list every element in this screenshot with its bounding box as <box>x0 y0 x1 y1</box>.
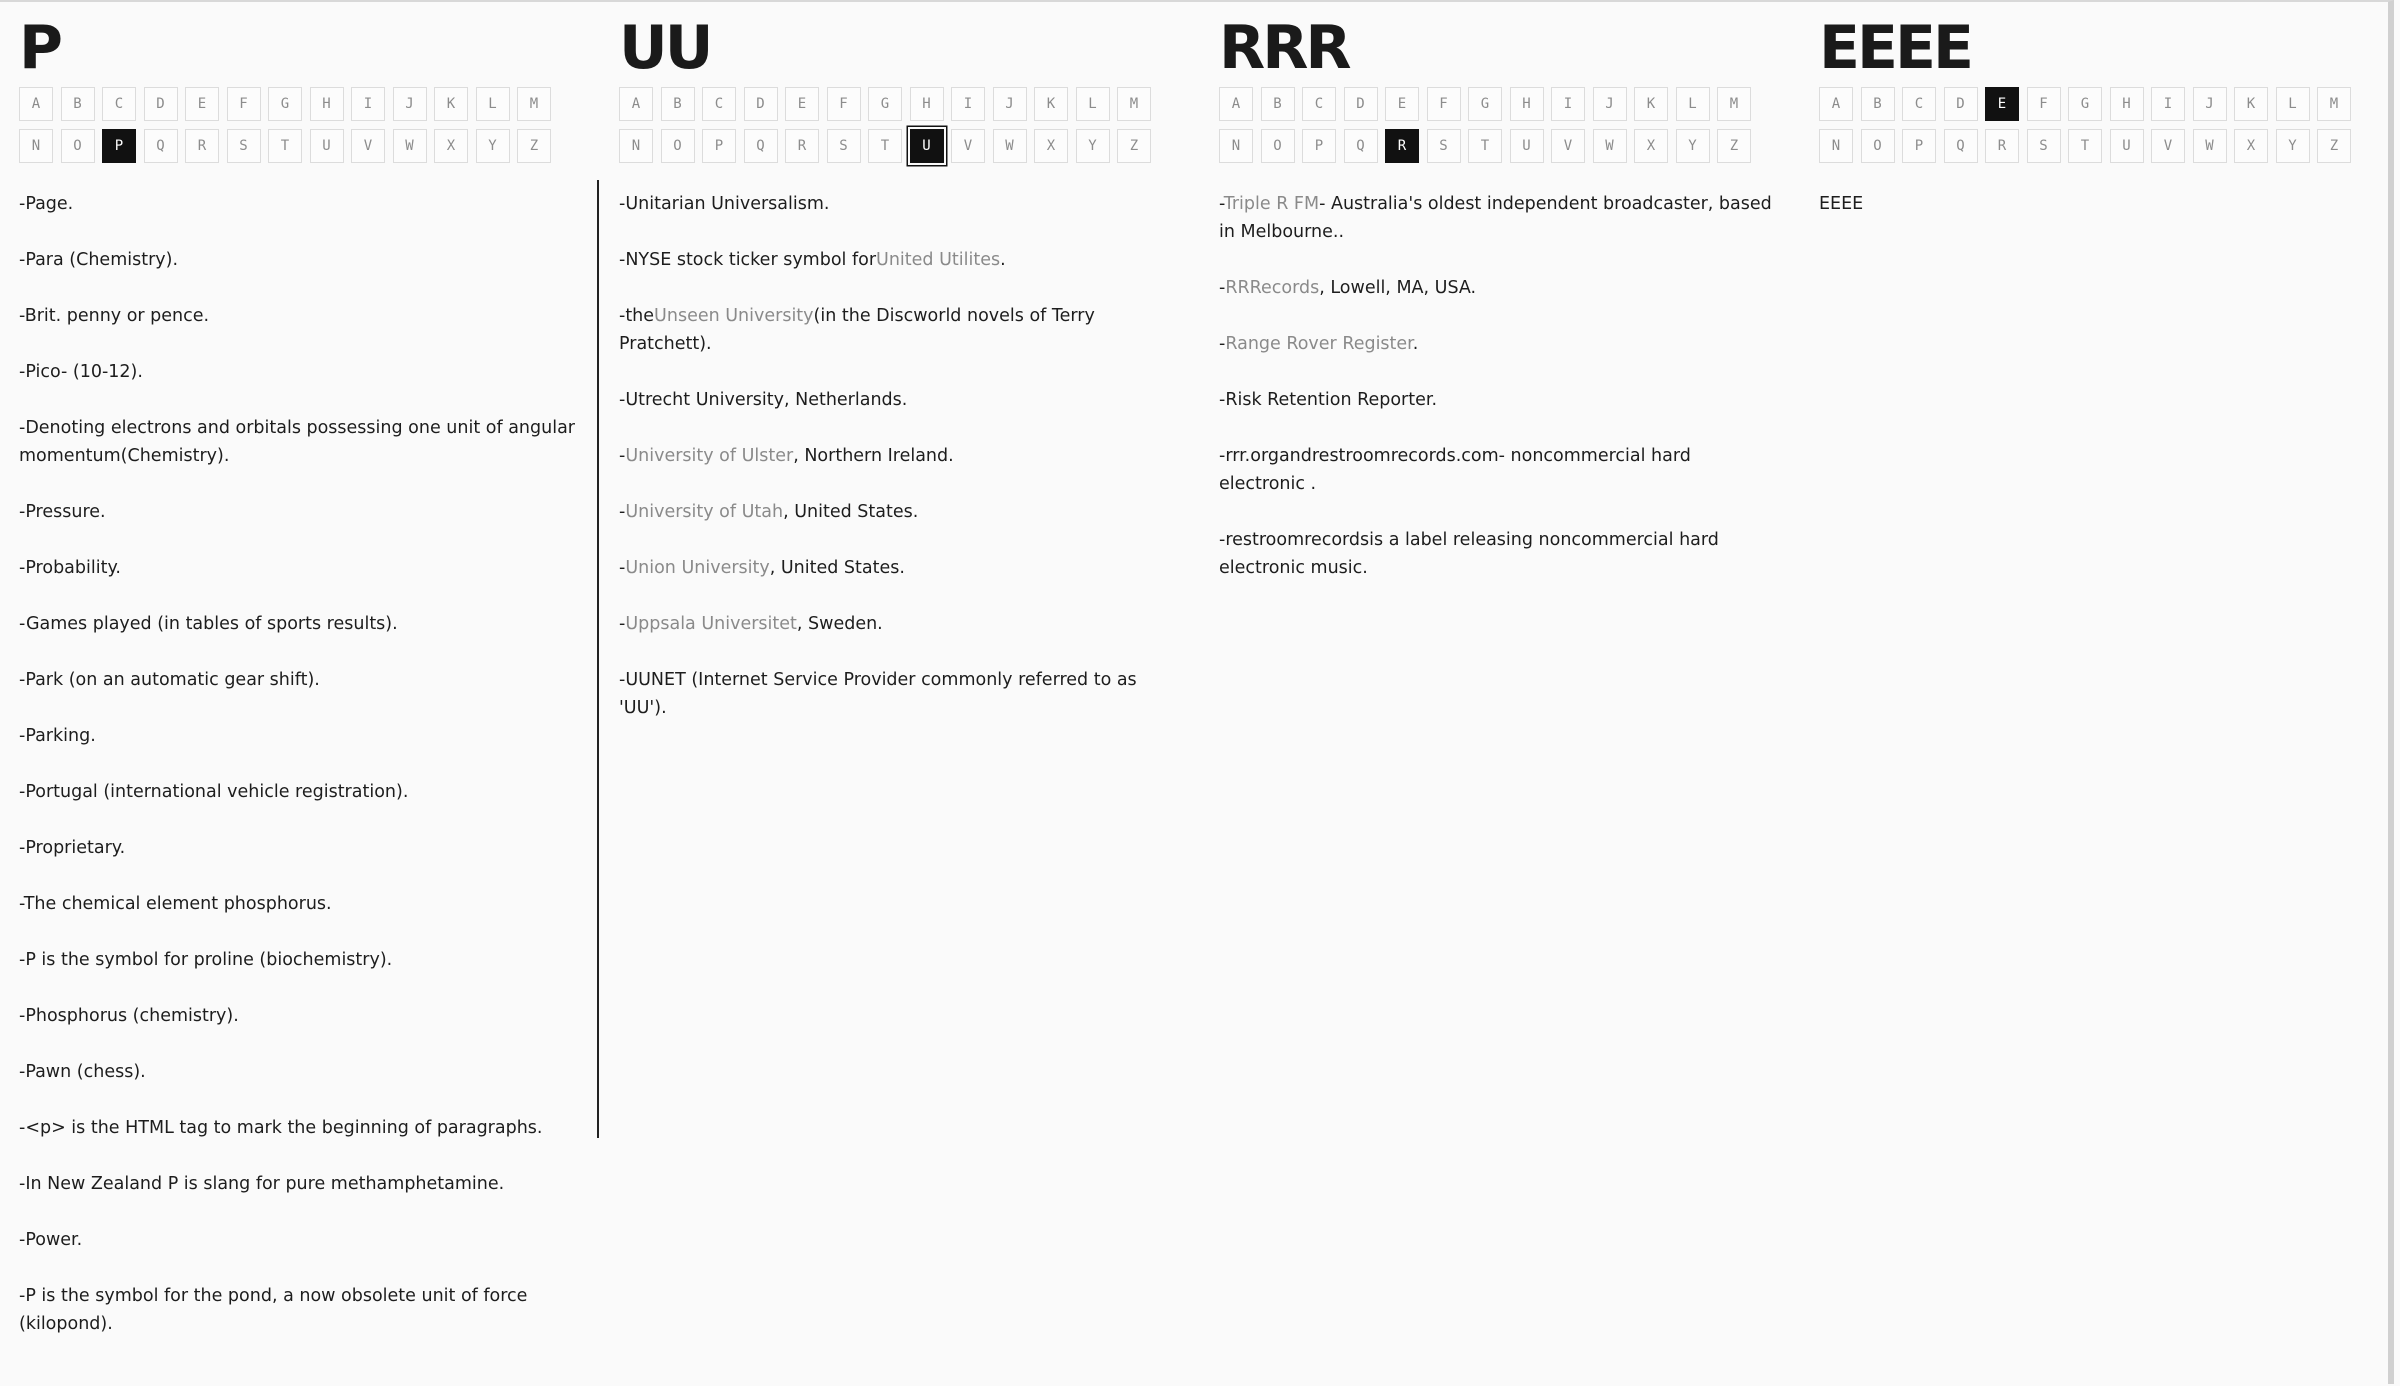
definition-text: , Sweden. <box>796 614 883 634</box>
definition-item <box>619 302 1179 358</box>
definition-text: -UUNET (Internet Service Provider commonly referred to as 'UU'). <box>619 670 1137 718</box>
column-title: P <box>19 13 60 83</box>
definition-text: -Park (on an automatic gear shift). <box>19 670 320 690</box>
definition-item <box>19 1170 579 1198</box>
definition-text: -Phosphorus (chemistry). <box>19 1006 239 1026</box>
letter-key-r[interactable]: R <box>185 129 219 163</box>
definition-item <box>619 442 1179 470</box>
letter-key-w[interactable]: W <box>1593 129 1627 163</box>
letter-key-r[interactable]: R <box>785 129 819 163</box>
letter-key-o[interactable]: O <box>661 129 695 163</box>
column-uu <box>619 0 1179 1386</box>
letter-key-k[interactable]: K <box>2234 87 2268 121</box>
definition-item <box>1219 442 1779 498</box>
definition-item <box>1219 330 1779 358</box>
definition-item <box>1219 526 1779 582</box>
definition-link[interactable]: RRRecords <box>1225 278 1320 298</box>
letter-key-h[interactable]: H <box>310 87 344 121</box>
definition-item <box>19 778 579 806</box>
entry-list <box>1219 190 1779 610</box>
definition-text: EEEE <box>1819 194 1864 214</box>
definition-item <box>19 246 579 274</box>
letter-key-y[interactable]: Y <box>476 129 510 163</box>
letter-key-v[interactable]: V <box>351 129 385 163</box>
letter-key-u[interactable]: U <box>2110 129 2144 163</box>
letter-key-j[interactable]: J <box>393 87 427 121</box>
letter-key-b[interactable]: B <box>61 87 95 121</box>
letter-key-d[interactable]: D <box>144 87 178 121</box>
letter-key-w[interactable]: W <box>393 129 427 163</box>
letter-key-n[interactable]: N <box>619 129 653 163</box>
letter-key-d[interactable]: D <box>744 87 778 121</box>
definition-item <box>619 666 1179 722</box>
letter-key-f[interactable]: F <box>2027 87 2061 121</box>
letter-key-c[interactable]: C <box>702 87 736 121</box>
definition-item <box>619 498 1179 526</box>
definition-text: -In New Zealand P is slang for pure methamphetamine. <box>19 1174 505 1194</box>
entry-list <box>1819 190 2379 246</box>
letter-key-m[interactable]: M <box>1717 87 1751 121</box>
letter-key-f[interactable]: F <box>1427 87 1461 121</box>
letter-key-g[interactable]: G <box>868 87 902 121</box>
letter-key-p[interactable]: P <box>1302 129 1336 163</box>
letter-key-o[interactable]: O <box>1861 129 1895 163</box>
letter-key-m[interactable]: M <box>517 87 551 121</box>
letter-key-i[interactable]: I <box>951 87 985 121</box>
letter-key-n[interactable]: N <box>19 129 53 163</box>
letter-key-z[interactable]: Z <box>1117 129 1151 163</box>
alphabet-grid <box>19 87 551 163</box>
definition-text: - <box>619 446 626 466</box>
definition-text: -Para (Chemistry). <box>19 250 179 270</box>
definition-text: - <box>1219 334 1226 354</box>
definition-text: -Probability. <box>19 558 121 578</box>
definition-item <box>619 610 1179 638</box>
definition-item <box>1219 274 1779 302</box>
definition-text: , United States. <box>783 502 919 522</box>
letter-key-v[interactable]: V <box>951 129 985 163</box>
letter-key-v[interactable]: V <box>2151 129 2185 163</box>
definition-text: -Brit. penny or pence. <box>19 306 210 326</box>
letter-key-u[interactable]: U <box>310 129 344 163</box>
letter-key-g[interactable]: G <box>1468 87 1502 121</box>
definition-item <box>19 1282 579 1338</box>
definition-item <box>19 722 579 750</box>
definition-text: -Unitarian Universalism. <box>619 194 830 214</box>
letter-key-p[interactable]: P <box>702 129 736 163</box>
letter-key-a[interactable]: A <box>19 87 53 121</box>
definition-text: - <box>1219 194 1224 214</box>
letter-key-t[interactable]: T <box>868 129 902 163</box>
definition-item <box>1219 386 1779 414</box>
letter-key-x[interactable]: X <box>1034 129 1068 163</box>
definition-item <box>19 946 579 974</box>
definition-text: -Power. <box>19 1230 83 1250</box>
letter-key-o[interactable]: O <box>61 129 95 163</box>
definition-text: . <box>1412 334 1419 354</box>
letter-key-n[interactable]: N <box>1819 129 1853 163</box>
definition-link[interactable]: Triple R FM <box>1223 194 1320 214</box>
definition-text: -Risk Retention Reporter. <box>1219 390 1438 410</box>
definition-link[interactable]: University of Utah <box>625 502 784 522</box>
letter-key-v[interactable]: V <box>1551 129 1585 163</box>
column-rrr <box>1219 0 1779 1386</box>
letter-key-y[interactable]: Y <box>2276 129 2310 163</box>
letter-key-i[interactable]: I <box>351 87 385 121</box>
column-p <box>19 0 579 1386</box>
definition-text: . <box>1000 250 1006 270</box>
letter-key-j[interactable]: J <box>2193 87 2227 121</box>
letter-key-e[interactable]: E <box>185 87 219 121</box>
letter-key-n[interactable]: N <box>1219 129 1253 163</box>
letter-key-q[interactable]: Q <box>144 129 178 163</box>
letter-key-z[interactable]: Z <box>2317 129 2351 163</box>
letter-key-t[interactable]: T <box>2068 129 2102 163</box>
definition-link[interactable]: Union University <box>625 558 770 578</box>
definition-text: -Denoting electrons and orbitals possessing one unit of angular momentum(Chemistry). <box>19 418 575 466</box>
definition-item <box>19 1114 579 1142</box>
definition-text: - <box>1219 278 1226 298</box>
letter-key-r[interactable]: R <box>1385 129 1419 163</box>
alphabet-grid <box>1219 87 1751 163</box>
letter-key-f[interactable]: F <box>227 87 261 121</box>
letter-key-h[interactable]: H <box>910 87 944 121</box>
definition-item <box>19 190 579 218</box>
definition-item <box>19 414 579 470</box>
definition-text: - <box>619 614 626 634</box>
definition-text: - Australia's oldest independent broadcaster, based in Melbourne.. <box>1219 194 1772 242</box>
letter-key-b[interactable]: B <box>661 87 695 121</box>
letter-key-h[interactable]: H <box>1510 87 1544 121</box>
definition-text: -Games played (in tables of sports results). <box>19 614 398 634</box>
definition-item <box>19 498 579 526</box>
letter-key-a[interactable]: A <box>619 87 653 121</box>
letter-key-e[interactable]: E <box>1385 87 1419 121</box>
letter-key-y[interactable]: Y <box>1076 129 1110 163</box>
definition-text: -Portugal (international vehicle registration). <box>19 782 409 802</box>
letter-key-z[interactable]: Z <box>1717 129 1751 163</box>
letter-key-t[interactable]: T <box>1468 129 1502 163</box>
definition-item <box>19 890 579 918</box>
definition-item <box>1219 190 1779 246</box>
letter-key-m[interactable]: M <box>2317 87 2351 121</box>
definition-item <box>619 246 1179 274</box>
definition-link[interactable]: Unseen University <box>654 306 814 326</box>
letter-key-q[interactable]: Q <box>1944 129 1978 163</box>
letter-key-l[interactable]: L <box>1076 87 1110 121</box>
column-eeee <box>1819 0 2379 1386</box>
definition-item <box>19 302 579 330</box>
definition-link[interactable]: United Utilites <box>876 250 1001 270</box>
letter-key-l[interactable]: L <box>476 87 510 121</box>
letter-key-o[interactable]: O <box>1261 129 1295 163</box>
letter-key-k[interactable]: K <box>1034 87 1068 121</box>
definition-item <box>19 610 579 638</box>
letter-key-u[interactable]: U <box>1510 129 1544 163</box>
definition-item <box>19 834 579 862</box>
definition-link[interactable]: Uppsala Universitet <box>625 614 797 634</box>
entry-list <box>619 190 1179 750</box>
definition-item <box>19 1058 579 1086</box>
definition-item <box>1819 190 2379 218</box>
letter-key-u[interactable]: U <box>910 129 944 163</box>
definition-text: - <box>619 502 626 522</box>
definition-text: -The chemical element phosphorus. <box>19 894 332 914</box>
letter-key-s[interactable]: S <box>827 129 861 163</box>
definition-text: -Page. <box>19 194 74 214</box>
definition-text: (in the Discworld novels of Terry Pratchett). <box>619 306 1095 354</box>
letter-key-h[interactable]: H <box>2110 87 2144 121</box>
letter-key-x[interactable]: X <box>434 129 468 163</box>
letter-key-i[interactable]: I <box>1551 87 1585 121</box>
letter-key-s[interactable]: S <box>227 129 261 163</box>
definition-text: -rrr.organdrestroomrecords.com- noncommercial hard electronic . <box>1219 446 1691 494</box>
letter-key-w[interactable]: W <box>993 129 1027 163</box>
definition-item <box>19 1226 579 1254</box>
definition-text: -Pressure. <box>19 502 106 522</box>
column-title: UU <box>619 13 711 83</box>
letter-key-j[interactable]: J <box>993 87 1027 121</box>
letter-key-l[interactable]: L <box>1676 87 1710 121</box>
letter-key-a[interactable]: A <box>1219 87 1253 121</box>
letter-key-m[interactable]: M <box>1117 87 1151 121</box>
letter-key-r[interactable]: R <box>1985 129 2019 163</box>
column-title: RRR <box>1219 13 1349 83</box>
letter-key-t[interactable]: T <box>268 129 302 163</box>
definition-text: , Lowell, MA, USA. <box>1319 278 1477 298</box>
letter-key-p[interactable]: P <box>102 129 136 163</box>
letter-key-f[interactable]: F <box>827 87 861 121</box>
letter-key-g[interactable]: G <box>268 87 302 121</box>
definition-text: , Northern Ireland. <box>793 446 954 466</box>
letter-key-q[interactable]: Q <box>744 129 778 163</box>
column-divider <box>597 180 599 1138</box>
definition-item <box>619 386 1179 414</box>
letter-key-s[interactable]: S <box>1427 129 1461 163</box>
letter-key-g[interactable]: G <box>2068 87 2102 121</box>
letter-key-x[interactable]: X <box>2234 129 2268 163</box>
definition-text: -Parking. <box>19 726 96 746</box>
definition-text: -Pawn (chess). <box>19 1062 146 1082</box>
definition-text: -P is the symbol for the pond, a now obsolete unit of force (kilopond). <box>19 1286 528 1334</box>
definition-item <box>619 554 1179 582</box>
definition-link[interactable]: University of Ulster <box>625 446 794 466</box>
letter-key-k[interactable]: K <box>434 87 468 121</box>
definition-item <box>19 666 579 694</box>
letter-key-e[interactable]: E <box>1985 87 2019 121</box>
letter-key-z[interactable]: Z <box>517 129 551 163</box>
definition-item <box>19 1002 579 1030</box>
letter-key-p[interactable]: P <box>1902 129 1936 163</box>
letter-key-e[interactable]: E <box>785 87 819 121</box>
letter-key-q[interactable]: Q <box>1344 129 1378 163</box>
alphabet-grid <box>619 87 1151 163</box>
letter-key-b[interactable]: B <box>1261 87 1295 121</box>
letter-key-l[interactable]: L <box>2276 87 2310 121</box>
letter-key-d[interactable]: D <box>1944 87 1978 121</box>
definition-text: -Utrecht University, Netherlands. <box>619 390 908 410</box>
letter-key-y[interactable]: Y <box>1676 129 1710 163</box>
alphabet-grid <box>1819 87 2351 163</box>
letter-key-d[interactable]: D <box>1344 87 1378 121</box>
definition-text: -P is the symbol for proline (biochemistry). <box>19 950 393 970</box>
definition-text: -the <box>619 306 655 326</box>
letter-key-b[interactable]: B <box>1861 87 1895 121</box>
letter-key-k[interactable]: K <box>1634 87 1668 121</box>
letter-key-c[interactable]: C <box>1902 87 1936 121</box>
letter-key-s[interactable]: S <box>2027 129 2061 163</box>
definition-text: -Pico- (10-12). <box>19 362 143 382</box>
definition-text: -Proprietary. <box>19 838 126 858</box>
letter-key-j[interactable]: J <box>1593 87 1627 121</box>
letter-key-i[interactable]: I <box>2151 87 2185 121</box>
entry-list <box>19 190 579 1366</box>
definition-text: -restroomrecordsis a label releasing noncommercial hard electronic music. <box>1219 530 1719 578</box>
definition-text: - <box>619 558 626 578</box>
definition-text: -NYSE stock ticker symbol for <box>619 250 877 270</box>
definition-item <box>19 358 579 386</box>
letter-key-c[interactable]: C <box>102 87 136 121</box>
definition-text: , United States. <box>769 558 905 578</box>
letter-key-x[interactable]: X <box>1634 129 1668 163</box>
letter-key-a[interactable]: A <box>1819 87 1853 121</box>
definition-link[interactable]: Range Rover Register <box>1225 334 1413 354</box>
definition-item <box>619 190 1179 218</box>
letter-key-w[interactable]: W <box>2193 129 2227 163</box>
definition-item <box>19 554 579 582</box>
letter-key-c[interactable]: C <box>1302 87 1336 121</box>
column-title: EEEE <box>1819 13 1971 83</box>
definition-text: -<p> is the HTML tag to mark the beginning of paragraphs. <box>19 1118 543 1138</box>
